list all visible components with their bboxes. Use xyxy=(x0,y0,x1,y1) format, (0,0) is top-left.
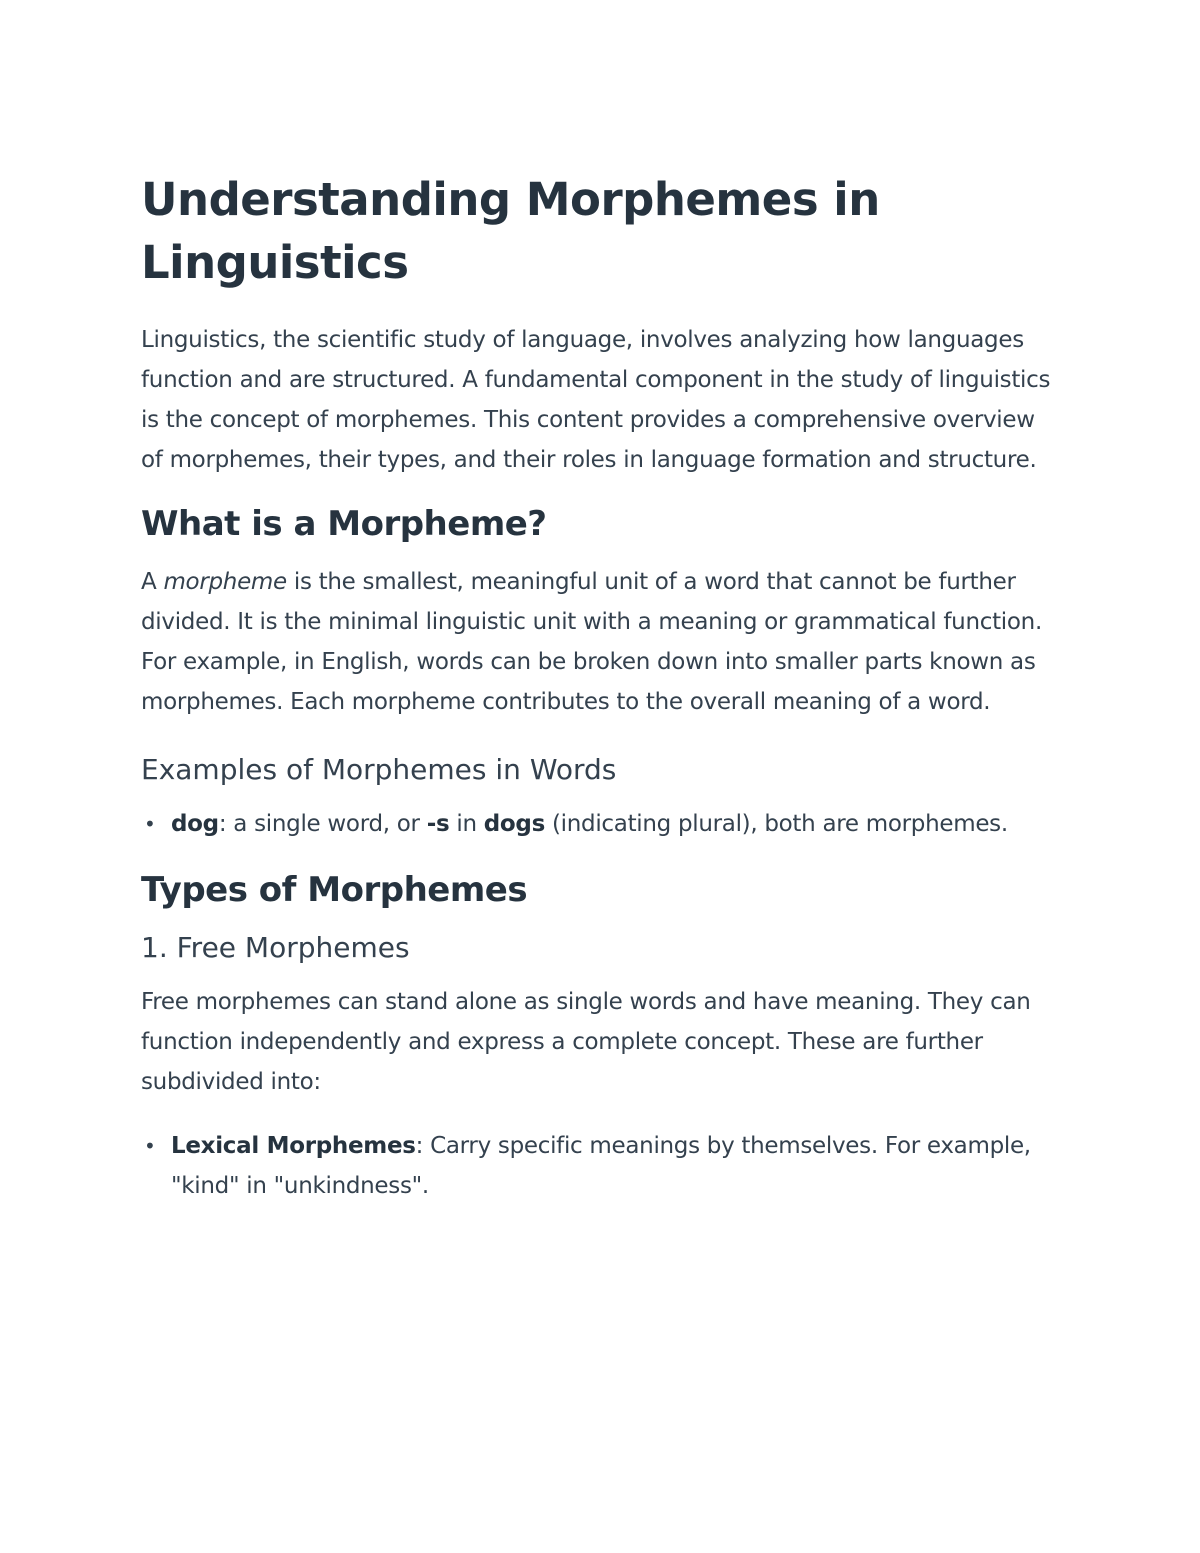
example-term-dogs: dogs xyxy=(483,811,545,837)
intro-paragraph: Linguistics, the scientific study of language, involves analyzing how languages function and are structured. A fundamental component in the study of linguistics is the concept of morphemes. This content provides a comprehensive overview of morphemes, their types, and their roles in language formation and structure. xyxy=(141,327,1051,473)
example-text: : a single word, or xyxy=(218,811,427,837)
section-heading-types: Types of Morphemes xyxy=(141,870,528,910)
example-text: in xyxy=(449,811,484,837)
definition-text: is the smallest, meaningful unit of a word that cannot be further divided. It is the minimal linguistic unit with a meaning or grammatical function. For example, in English, words can be broken down into smaller parts known as morphemes. Each morpheme contributes to the overall meaning of a word. xyxy=(141,569,1042,715)
list-item xyxy=(144,804,1061,844)
free-morphemes-list xyxy=(141,1126,1061,1206)
definition-term: morpheme xyxy=(163,569,287,595)
document-page xyxy=(141,168,1061,1230)
bullet-icon: • xyxy=(144,1134,156,1158)
examples-list xyxy=(141,804,1061,844)
subheading-free-morphemes: 1. Free Morphemes xyxy=(141,931,410,964)
example-text: (indicating plural), both are morphemes. xyxy=(544,811,1008,837)
subheading-examples: Examples of Morphemes in Words xyxy=(141,753,617,786)
example-term-dog: dog xyxy=(171,811,219,837)
page-title: Understanding Morphemes in Linguistics xyxy=(141,173,880,289)
morpheme-definition-paragraph xyxy=(141,562,1061,722)
definition-prefix: A xyxy=(141,569,164,595)
example-term-suffix: -s xyxy=(426,811,450,837)
section-heading-what-is-morpheme: What is a Morpheme? xyxy=(141,504,547,544)
list-item-text: : Carry specific meanings by themselves. For example, "kind" in "unkindness". xyxy=(171,1133,1031,1199)
free-morphemes-paragraph: Free morphemes can stand alone as single words and have meaning. They can function independently and express a complete concept. These are further subdivided into: xyxy=(141,989,1031,1095)
list-item xyxy=(144,1126,1061,1206)
bullet-icon: • xyxy=(144,812,156,836)
list-item-term: Lexical Morphemes xyxy=(171,1133,416,1159)
